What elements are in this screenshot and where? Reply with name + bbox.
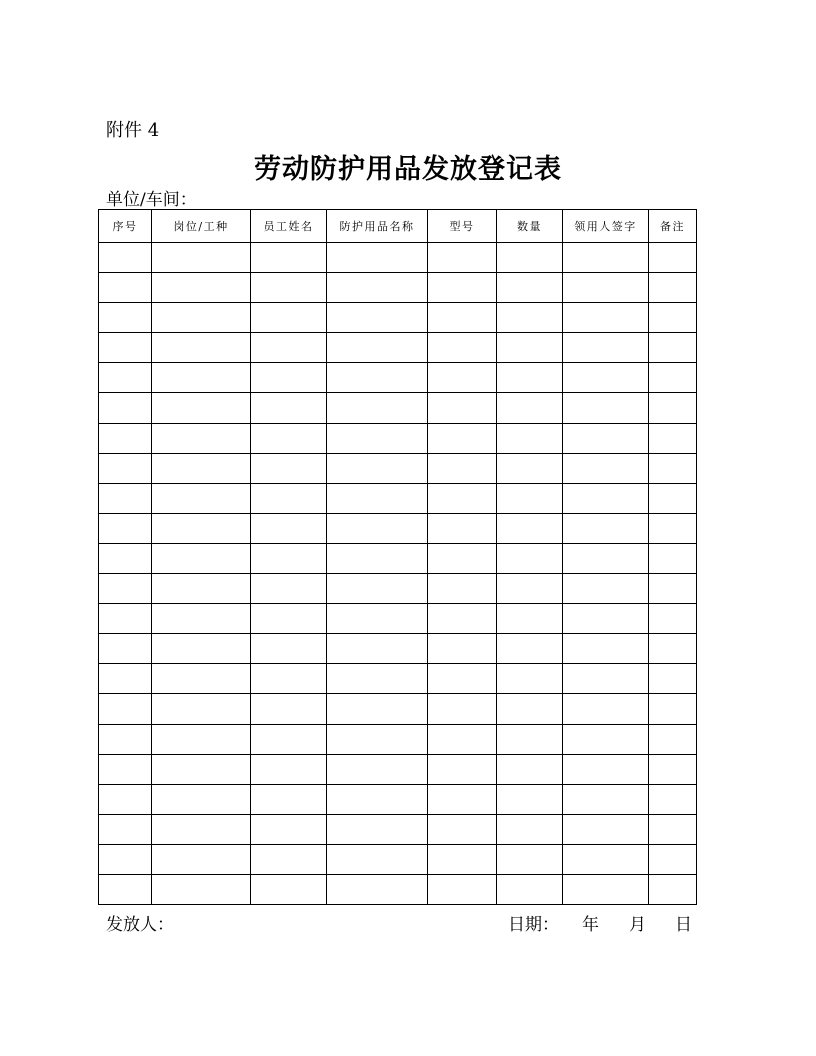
remarks-cell[interactable]	[649, 423, 697, 453]
equipment-name-cell[interactable]	[327, 724, 428, 754]
employee-name-cell[interactable]	[251, 543, 327, 573]
position-cell[interactable]	[152, 423, 251, 453]
serial-number-cell[interactable]	[99, 363, 152, 393]
remarks-cell[interactable]	[649, 303, 697, 333]
model-cell[interactable]	[428, 483, 497, 513]
date-label: 日期：	[508, 915, 559, 935]
header-position: 岗位/工种	[152, 210, 251, 243]
remarks-cell[interactable]	[649, 513, 697, 543]
model-cell[interactable]	[428, 243, 497, 273]
equipment-name-cell[interactable]	[327, 423, 428, 453]
quantity-cell[interactable]	[497, 664, 563, 694]
position-cell[interactable]	[152, 634, 251, 664]
signature-cell[interactable]	[563, 273, 649, 303]
signature-cell[interactable]	[563, 333, 649, 363]
quantity-cell[interactable]	[497, 303, 563, 333]
signature-cell[interactable]	[563, 363, 649, 393]
employee-name-cell[interactable]	[251, 303, 327, 333]
signature-cell[interactable]	[563, 243, 649, 273]
remarks-cell[interactable]	[649, 574, 697, 604]
quantity-cell[interactable]	[497, 453, 563, 483]
position-cell[interactable]	[152, 874, 251, 904]
remarks-cell[interactable]	[649, 844, 697, 874]
signature-cell[interactable]	[563, 393, 649, 423]
model-cell[interactable]	[428, 513, 497, 543]
position-cell[interactable]	[152, 273, 251, 303]
quantity-cell[interactable]	[497, 273, 563, 303]
equipment-name-cell[interactable]	[327, 574, 428, 604]
serial-number-cell[interactable]	[99, 273, 152, 303]
serial-number-cell[interactable]	[99, 243, 152, 273]
remarks-cell[interactable]	[649, 363, 697, 393]
position-cell[interactable]	[152, 784, 251, 814]
quantity-cell[interactable]	[497, 874, 563, 904]
serial-number-cell[interactable]	[99, 844, 152, 874]
header-employee-name: 员工姓名	[251, 210, 327, 243]
equipment-name-cell[interactable]	[327, 664, 428, 694]
equipment-name-cell[interactable]	[327, 513, 428, 543]
quantity-cell[interactable]	[497, 604, 563, 634]
employee-name-cell[interactable]	[251, 874, 327, 904]
equipment-name-cell[interactable]	[327, 694, 428, 724]
serial-number-cell[interactable]	[99, 393, 152, 423]
equipment-name-cell[interactable]	[327, 453, 428, 483]
model-cell[interactable]	[428, 664, 497, 694]
equipment-name-cell[interactable]	[327, 243, 428, 273]
day-label: 日	[675, 915, 692, 935]
serial-number-cell[interactable]	[99, 694, 152, 724]
signature-cell[interactable]	[563, 634, 649, 664]
signature-cell[interactable]	[563, 423, 649, 453]
signature-cell[interactable]	[563, 694, 649, 724]
quantity-cell[interactable]	[497, 724, 563, 754]
position-cell[interactable]	[152, 303, 251, 333]
equipment-name-cell[interactable]	[327, 784, 428, 814]
employee-name-cell[interactable]	[251, 724, 327, 754]
registration-table	[98, 209, 697, 905]
equipment-name-cell[interactable]	[327, 604, 428, 634]
equipment-name-cell[interactable]	[327, 393, 428, 423]
table-row	[99, 273, 697, 303]
model-cell[interactable]	[428, 814, 497, 844]
equipment-name-cell[interactable]	[327, 543, 428, 573]
header-remarks: 备注	[649, 210, 697, 243]
remarks-cell[interactable]	[649, 874, 697, 904]
quantity-cell[interactable]	[497, 814, 563, 844]
attachment-label: 附件 4	[106, 120, 160, 141]
table-row	[99, 423, 697, 453]
remarks-cell[interactable]	[649, 634, 697, 664]
year-label: 年	[582, 915, 599, 935]
position-cell[interactable]	[152, 543, 251, 573]
employee-name-cell[interactable]	[251, 423, 327, 453]
model-cell[interactable]	[428, 844, 497, 874]
equipment-name-cell[interactable]	[327, 483, 428, 513]
model-cell[interactable]	[428, 634, 497, 664]
table-row	[99, 754, 697, 784]
unit-workshop-label: 单位/车间：	[106, 190, 197, 210]
signature-cell[interactable]	[563, 453, 649, 483]
table-row	[99, 724, 697, 754]
employee-name-cell[interactable]	[251, 694, 327, 724]
remarks-cell[interactable]	[649, 543, 697, 573]
serial-number-cell[interactable]	[99, 634, 152, 664]
position-cell[interactable]	[152, 814, 251, 844]
signature-cell[interactable]	[563, 844, 649, 874]
position-cell[interactable]	[152, 664, 251, 694]
position-cell[interactable]	[152, 333, 251, 363]
position-cell[interactable]	[152, 604, 251, 634]
employee-name-cell[interactable]	[251, 784, 327, 814]
header-quantity: 数量	[497, 210, 563, 243]
header-model: 型号	[428, 210, 497, 243]
employee-name-cell[interactable]	[251, 453, 327, 483]
employee-name-cell[interactable]	[251, 273, 327, 303]
signature-cell[interactable]	[563, 664, 649, 694]
employee-name-cell[interactable]	[251, 664, 327, 694]
quantity-cell[interactable]	[497, 483, 563, 513]
quantity-cell[interactable]	[497, 393, 563, 423]
issuer-label: 发放人：	[106, 915, 174, 935]
serial-number-cell[interactable]	[99, 513, 152, 543]
serial-number-cell[interactable]	[99, 303, 152, 333]
signature-cell[interactable]	[563, 814, 649, 844]
equipment-name-cell[interactable]	[327, 874, 428, 904]
employee-name-cell[interactable]	[251, 333, 327, 363]
position-cell[interactable]	[152, 754, 251, 784]
employee-name-cell[interactable]	[251, 574, 327, 604]
table-row	[99, 604, 697, 634]
table-row	[99, 513, 697, 543]
employee-name-cell[interactable]	[251, 363, 327, 393]
serial-number-cell[interactable]	[99, 784, 152, 814]
equipment-name-cell[interactable]	[327, 634, 428, 664]
remarks-cell[interactable]	[649, 754, 697, 784]
serial-number-cell[interactable]	[99, 423, 152, 453]
serial-number-cell[interactable]	[99, 543, 152, 573]
position-cell[interactable]	[152, 243, 251, 273]
table-row	[99, 453, 697, 483]
serial-number-cell[interactable]	[99, 604, 152, 634]
employee-name-cell[interactable]	[251, 814, 327, 844]
date-line	[508, 910, 692, 935]
table-row	[99, 483, 697, 513]
equipment-name-cell[interactable]	[327, 333, 428, 363]
position-cell[interactable]	[152, 844, 251, 874]
employee-name-cell[interactable]	[251, 634, 327, 664]
signature-cell[interactable]	[563, 513, 649, 543]
serial-number-cell[interactable]	[99, 754, 152, 784]
employee-name-cell[interactable]	[251, 754, 327, 784]
remarks-cell[interactable]	[649, 784, 697, 814]
model-cell[interactable]	[428, 543, 497, 573]
model-cell[interactable]	[428, 363, 497, 393]
remarks-cell[interactable]	[649, 243, 697, 273]
table-row	[99, 634, 697, 664]
model-cell[interactable]	[428, 273, 497, 303]
quantity-cell[interactable]	[497, 754, 563, 784]
remarks-cell[interactable]	[649, 453, 697, 483]
model-cell[interactable]	[428, 874, 497, 904]
quantity-cell[interactable]	[497, 513, 563, 543]
equipment-name-cell[interactable]	[327, 303, 428, 333]
model-cell[interactable]	[428, 393, 497, 423]
model-cell[interactable]	[428, 423, 497, 453]
equipment-name-cell[interactable]	[327, 754, 428, 784]
table-header-row	[99, 210, 697, 243]
table-row	[99, 844, 697, 874]
position-cell[interactable]	[152, 453, 251, 483]
serial-number-cell[interactable]	[99, 483, 152, 513]
remarks-cell[interactable]	[649, 694, 697, 724]
header-recipient-signature: 领用人签字	[563, 210, 649, 243]
signature-cell[interactable]	[563, 574, 649, 604]
position-cell[interactable]	[152, 393, 251, 423]
header-serial-number: 序号	[99, 210, 152, 243]
quantity-cell[interactable]	[497, 784, 563, 814]
position-cell[interactable]	[152, 363, 251, 393]
model-cell[interactable]	[428, 604, 497, 634]
model-cell[interactable]	[428, 333, 497, 363]
quantity-cell[interactable]	[497, 844, 563, 874]
serial-number-cell[interactable]	[99, 664, 152, 694]
employee-name-cell[interactable]	[251, 604, 327, 634]
month-label: 月	[629, 915, 646, 935]
table-row	[99, 543, 697, 573]
quantity-cell[interactable]	[497, 423, 563, 453]
model-cell[interactable]	[428, 574, 497, 604]
model-cell[interactable]	[428, 784, 497, 814]
table-row	[99, 574, 697, 604]
serial-number-cell[interactable]	[99, 574, 152, 604]
serial-number-cell[interactable]	[99, 874, 152, 904]
employee-name-cell[interactable]	[251, 844, 327, 874]
remarks-cell[interactable]	[649, 724, 697, 754]
header-equipment-name: 防护用品名称	[327, 210, 428, 243]
serial-number-cell[interactable]	[99, 453, 152, 483]
remarks-cell[interactable]	[649, 483, 697, 513]
position-cell[interactable]	[152, 574, 251, 604]
equipment-name-cell[interactable]	[327, 363, 428, 393]
position-cell[interactable]	[152, 694, 251, 724]
quantity-cell[interactable]	[497, 543, 563, 573]
position-cell[interactable]	[152, 724, 251, 754]
quantity-cell[interactable]	[497, 243, 563, 273]
table-row	[99, 784, 697, 814]
model-cell[interactable]	[428, 303, 497, 333]
employee-name-cell[interactable]	[251, 513, 327, 543]
remarks-cell[interactable]	[649, 814, 697, 844]
signature-cell[interactable]	[563, 724, 649, 754]
serial-number-cell[interactable]	[99, 724, 152, 754]
serial-number-cell[interactable]	[99, 814, 152, 844]
signature-cell[interactable]	[563, 303, 649, 333]
signature-cell[interactable]	[563, 604, 649, 634]
signature-cell[interactable]	[563, 483, 649, 513]
equipment-name-cell[interactable]	[327, 273, 428, 303]
table-row	[99, 664, 697, 694]
equipment-name-cell[interactable]	[327, 814, 428, 844]
table-row	[99, 393, 697, 423]
quantity-cell[interactable]	[497, 634, 563, 664]
table-row	[99, 363, 697, 393]
table-row	[99, 694, 697, 724]
remarks-cell[interactable]	[649, 273, 697, 303]
quantity-cell[interactable]	[497, 574, 563, 604]
serial-number-cell[interactable]	[99, 333, 152, 363]
remarks-cell[interactable]	[649, 393, 697, 423]
quantity-cell[interactable]	[497, 694, 563, 724]
position-cell[interactable]	[152, 513, 251, 543]
table-body	[99, 243, 697, 905]
form-title: 劳动防护用品发放登记表	[254, 154, 562, 185]
remarks-cell[interactable]	[649, 664, 697, 694]
remarks-cell[interactable]	[649, 604, 697, 634]
table-row	[99, 243, 697, 273]
position-cell[interactable]	[152, 483, 251, 513]
model-cell[interactable]	[428, 754, 497, 784]
signature-cell[interactable]	[563, 874, 649, 904]
employee-name-cell[interactable]	[251, 243, 327, 273]
signature-cell[interactable]	[563, 754, 649, 784]
signature-cell[interactable]	[563, 784, 649, 814]
model-cell[interactable]	[428, 453, 497, 483]
table-row	[99, 874, 697, 904]
table-row	[99, 333, 697, 363]
equipment-name-cell[interactable]	[327, 844, 428, 874]
model-cell[interactable]	[428, 724, 497, 754]
employee-name-cell[interactable]	[251, 483, 327, 513]
quantity-cell[interactable]	[497, 363, 563, 393]
table-row	[99, 814, 697, 844]
signature-cell[interactable]	[563, 543, 649, 573]
table-row	[99, 303, 697, 333]
model-cell[interactable]	[428, 694, 497, 724]
remarks-cell[interactable]	[649, 333, 697, 363]
quantity-cell[interactable]	[497, 333, 563, 363]
employee-name-cell[interactable]	[251, 393, 327, 423]
